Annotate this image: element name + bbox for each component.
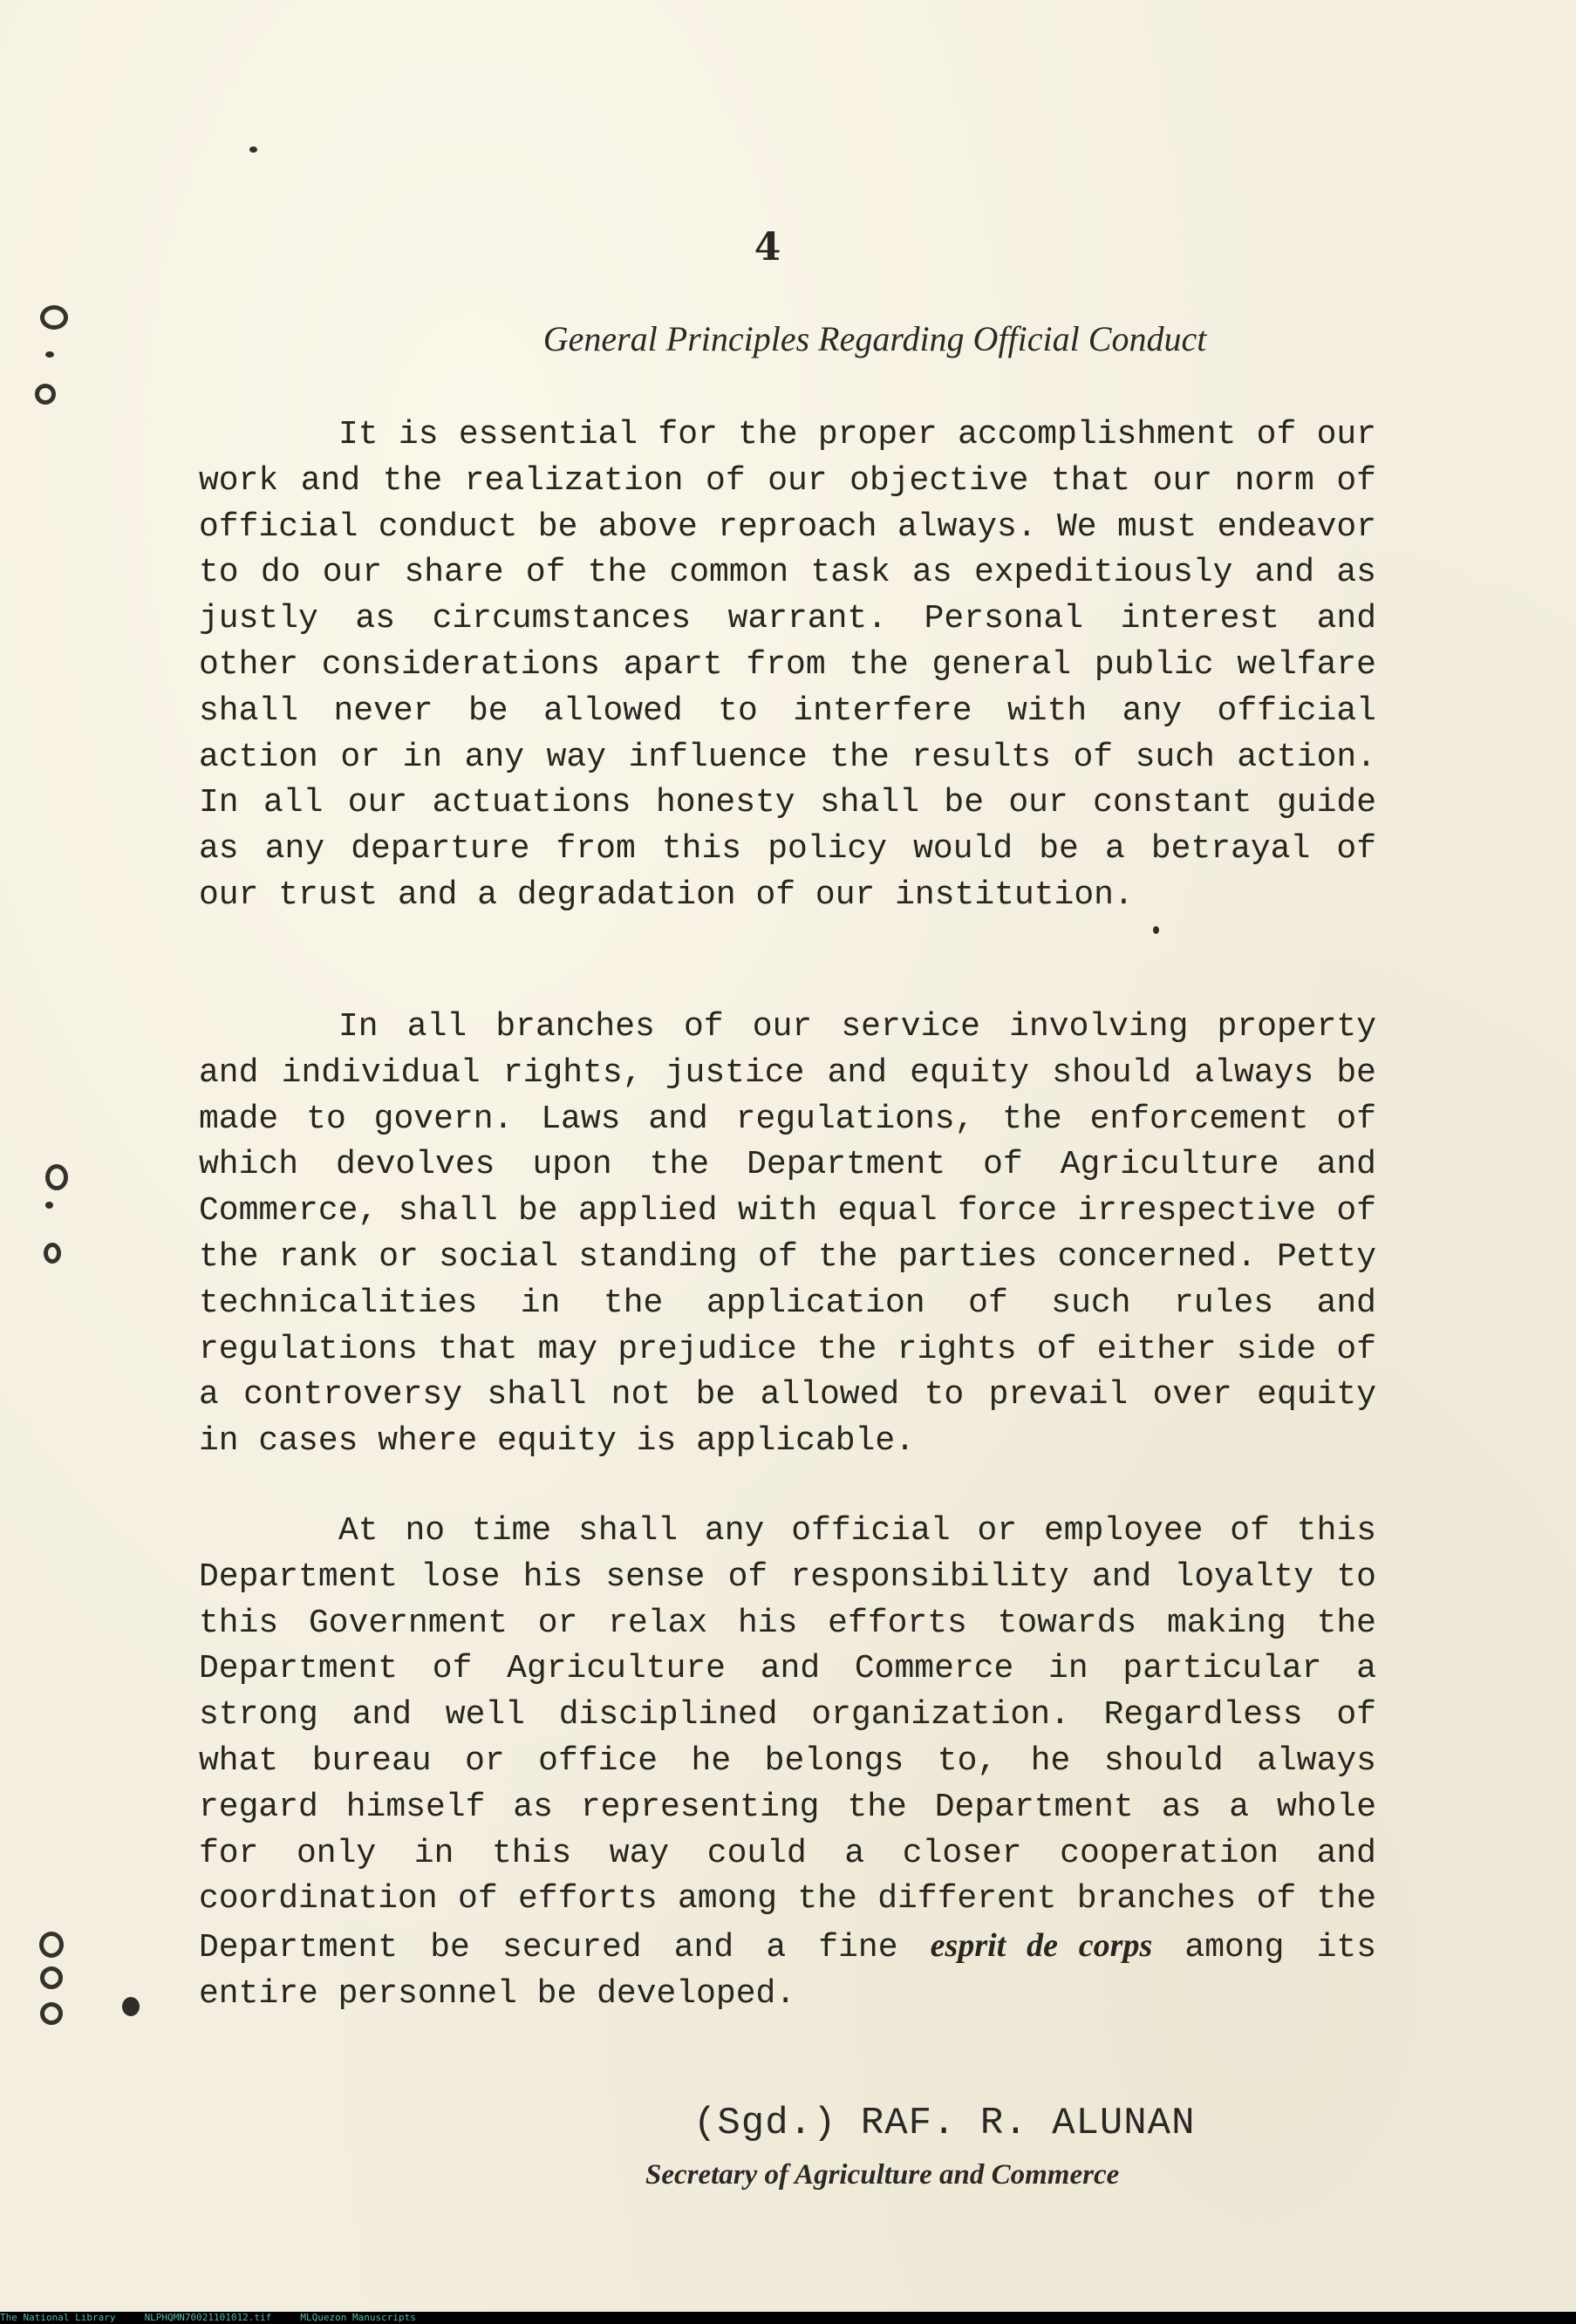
paragraph-3-end: among its entire personnel be developed. (199, 1929, 1377, 2013)
archive-footer-bar: The National Library NLPHQMN70021101012.tif MLQuezon Manuscripts (0, 2312, 1576, 2324)
paragraph-2: In all branches of our service involving property and individual rights, justice and equity should always be made to govern. Laws and regulations, the enforcement of which devolves upon the Department of Agriculture and Commerce, shall be applied with equal force irrespective of the rank or social standing of the parties concerned. Petty technicalities in the application of such rules and regulations that may prejudice the rights of either side of a controversy shall not be allowed to prevail over equity in cases where equity is applicable. (199, 1008, 1376, 1461)
esprit-de-corps-phrase: esprit de corps (930, 1927, 1153, 1965)
page-heading: General Principles Regarding Official Conduct (542, 319, 1207, 358)
paragraph-3-start: At no time shall any official or employee of this Department lose his sense of responsibility and loyalty to this Government or relax his efforts towards making the Department of Agriculture and Commerce in particular a strong and well disciplined organization. Regardless of what bureau or office he belongs to, he should always regard himself as representing the Department as a whole for only in this way could a closer cooperation and coordination of efforts among the different branches of the Department be secured and a fine (199, 1512, 1376, 1967)
signature-title: Secretary of Agriculture and Commerce (645, 2159, 1120, 2191)
paragraph-3 (199, 1509, 1376, 2018)
page-number: 4 (754, 225, 781, 269)
paragraph-1: It is essential for the proper accomplishment of our work and the realization of our objective that our norm of official conduct be above reproach always. We must endeavor to do our share of the common task as expeditiously and as justly as circumstances warrant. Personal interest and other considerations apart from the general public welfare shall never be allowed to interfere with any official action or in any way influence the results of such action. In all our actuations honesty shall be our constant guide as any departure from this policy would be a betrayal of our trust and a degradation of our institution. (199, 416, 1376, 914)
signature-name: (Sgd.) RAF. R. ALUNAN (693, 2102, 1196, 2145)
